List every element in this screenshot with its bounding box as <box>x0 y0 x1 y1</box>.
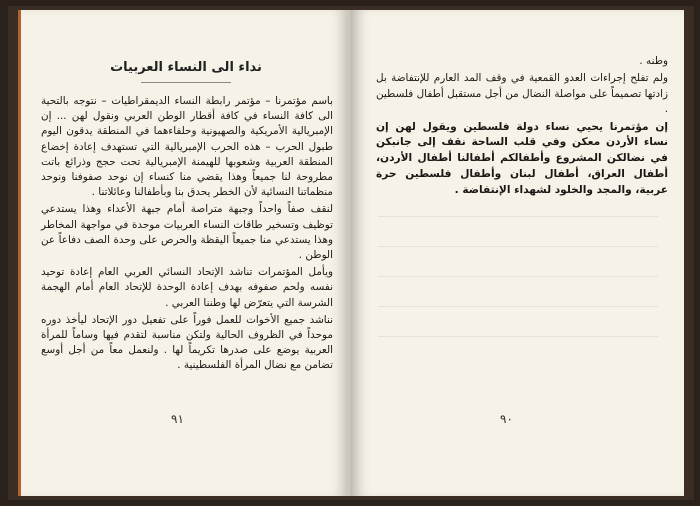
show-through-line <box>378 216 658 217</box>
show-through-line <box>378 306 658 307</box>
show-through-line <box>378 246 658 247</box>
show-through-line <box>378 276 658 277</box>
title-underline <box>141 82 231 83</box>
page-title: نداء الى النساء العربيات <box>110 60 262 75</box>
paragraph-bold: إن مؤتمرنا يحيي نساء دولة فلسطين ويقول لهن إن نساء الأردن معكن وفي قلب الساحة نقف إلى جانبكن في نضالكن المشروع وأطفالكم أطفالنا أطفال الأردن، أطفال العراق، أطفال لبنان وأطفال فلسطين حرة عربية، والمجد والخلود لشهداء الإنتفاضة . <box>376 120 668 196</box>
show-through-line <box>378 336 658 337</box>
right-page <box>350 10 684 496</box>
paragraph: نناشد جميع الأخوات للعمل فوراً على تفعيل دور الإتحاد ليأخذ دوره موحداً في الظروف الحالية ولتكن مناسبة لتقدم فيها وساماً للمرأة العربية يوضع على صدرها تكريماً لها . ولنعمل معاً من أجل أوسع تضامن مع نضال المرأة الفلسطينية . <box>41 313 333 372</box>
book-spread <box>8 6 694 500</box>
left-page <box>18 10 348 496</box>
left-page-body <box>41 94 333 376</box>
right-page-body <box>376 54 668 201</box>
paragraph: باسم مؤتمرنا – مؤتمر رابطة النساء الديمقراطيات – نتوجه بالتحية الى كافة النساء في كافة أقطار الوطن العربي ونقول لهن ... إن الإمبريالية الأمريكية والصهيونية وحلفاءهما في المنطقة يدقون اليوم طبول الحرب – هذه الحرب الإمبريالية التي تستهدف إعادة إخضاع المنطقة العربية وشعوبها للهيمنة الإمبريالية تحت حجج وذرائع باتت مطروحة لنا جميعاً وهذا يقضي منا كنساء إن نوحد صفوفنا ونوحد منظماتنا النسائية لأن الخطر يحدق بنا وبأطفالنا وعائلاتنا . <box>41 95 333 199</box>
page-number: ٩١ <box>171 412 184 426</box>
paragraph: ويأمل المؤتمرات تناشد الإتحاد النسائي العربي العام إعادة توحيد نفسه ولحم صفوفه بهدف إعادة الوحدة للإتحاد العام أمام الهجمة الشرسة التي يتعرّض لها وطننا العربي . <box>41 266 333 309</box>
paragraph: وطنه . <box>639 55 668 67</box>
paragraph: لنقف صفاً واحداً وجبهة متراصة أمام جبهة الأعداء وهذا يستدعي توظيف وتسخير طاقات النساء العربيات موحدة في مواجهة المخاطر وهذا يستدعي منا جميعاً اليقظة والحرص على وحدة الصف دفاعاً عن الوطن . <box>41 203 333 262</box>
paragraph: ولم تفلح إجراءات العدو القمعية في وقف المد العارم للإنتفاضة بل زادتها تصميماً على مواصلة النضال من أجل مستقبل أطفال فلسطين . <box>376 72 668 116</box>
page-number: ٩٠ <box>500 412 513 426</box>
